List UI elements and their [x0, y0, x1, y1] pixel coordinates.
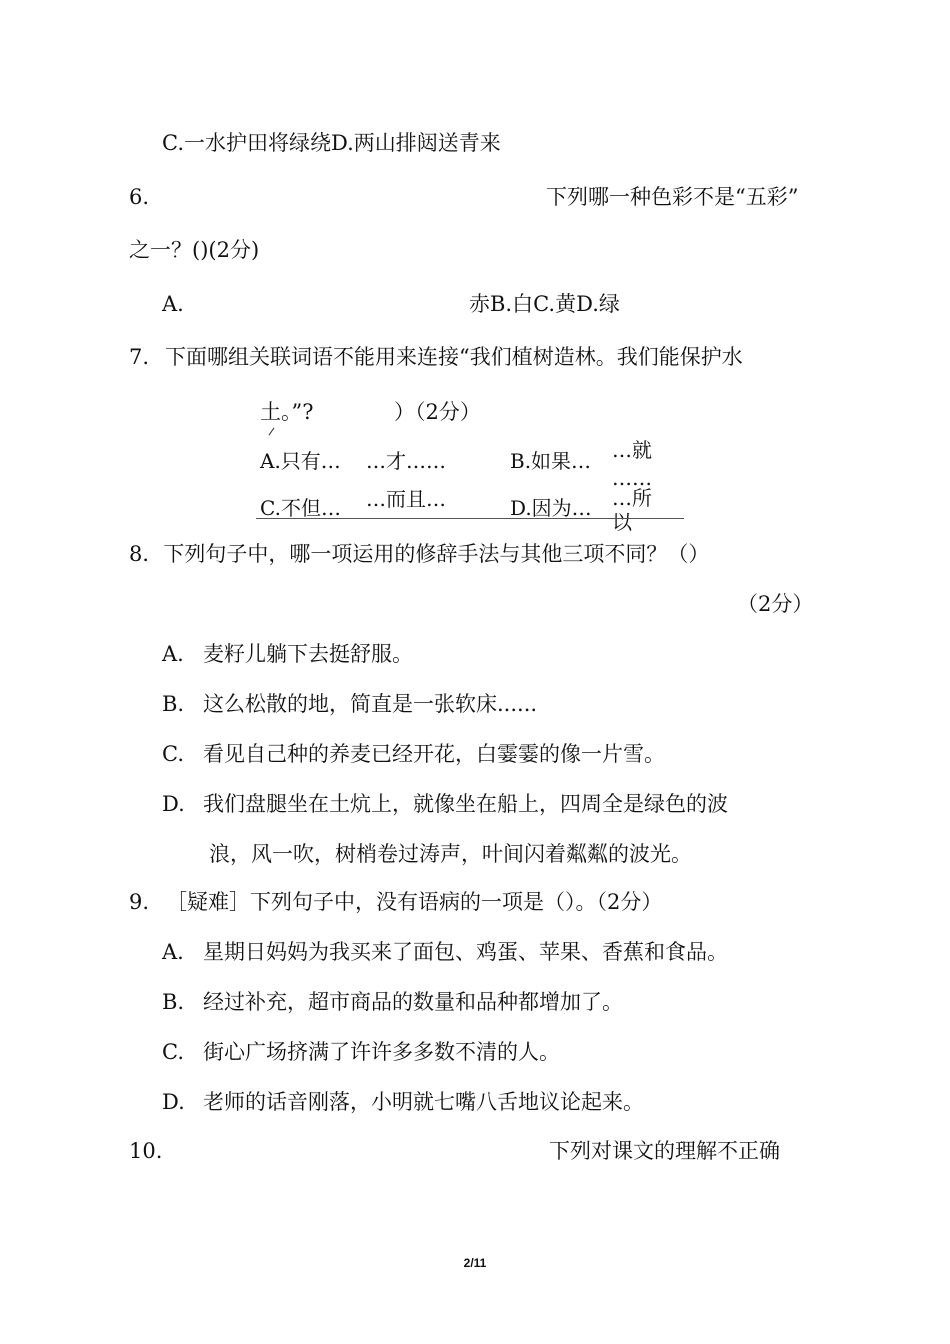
- question-8-option-c-label: C.: [162, 742, 184, 766]
- question-7-option-d-pair-continued: 以: [612, 510, 632, 534]
- table-rule: [256, 518, 684, 519]
- question-9-option-a: 星期日妈妈为我买来了面包、鸡蛋、苹果、香蕉和食品。: [203, 940, 728, 964]
- question-7-stem: 下面哪组关联词语不能用来连接“我们植树造林。我们能保护水: [165, 345, 743, 369]
- question-6-stem: 下列哪一种色彩不是“五彩”: [546, 185, 799, 209]
- question-7-option-b-pair-continued: ……: [612, 466, 652, 490]
- question-8-option-c: 看见自己种的养麦已经开花，白霎霎的像一片雪。: [203, 742, 665, 766]
- question-9-option-b-label: B.: [162, 990, 185, 1014]
- question-9-option-d-label: D.: [162, 1090, 185, 1114]
- question-6-option-a-label: A.: [162, 292, 184, 316]
- question-8-option-b-label: B.: [162, 692, 185, 716]
- question-9-option-b: 经过补充，超市商品的数量和品种都增加了。: [203, 990, 623, 1014]
- question-9-option-d: 老师的话音刚落，小明就七嘴八舌地议论起来。: [203, 1090, 644, 1114]
- question-6-options: 赤B.白C.黄D.绿: [469, 292, 620, 316]
- question-7-option-d-pair: …所: [612, 486, 652, 510]
- question-7-option-c: C.不但…: [260, 496, 341, 520]
- question-6-stem-continued: 之一？()(2分): [129, 238, 260, 262]
- question-10-number: 10.: [129, 1139, 163, 1163]
- question-5-options-cd: C.一水护田将绿绕D.两山排闼送青来: [162, 131, 501, 155]
- page-number: 2/11: [463, 1256, 487, 1270]
- question-9-option-a-label: A.: [162, 940, 184, 964]
- question-8-option-d-continued: 浪，风一吹，树梢卷过涛声，叶间闪着粼粼的波光。: [209, 842, 692, 866]
- question-8-option-b: 这么松散的地，简直是一张软床......: [203, 692, 538, 716]
- question-8-score: （2分）: [737, 592, 814, 616]
- question-8-stem: 8．下列句子中，哪一项运用的修辞手法与其他三项不同？（）: [129, 542, 710, 566]
- question-7-option-b: B.如果…: [510, 449, 592, 473]
- question-7-option-b-pair: …就: [612, 438, 652, 462]
- question-6-number: 6.: [129, 185, 150, 209]
- question-7-option-d: D.因为…: [510, 496, 592, 520]
- tick-mark: [269, 428, 275, 436]
- question-8-option-a: 麦籽儿躺下去挺舒服。: [203, 642, 413, 666]
- question-10-stem: 下列对课文的理解不正确: [549, 1139, 780, 1163]
- question-7-option-a: A.只有…: [260, 449, 341, 473]
- question-7-option-a-pair: …才……: [366, 449, 446, 473]
- question-8-option-a-label: A.: [162, 642, 184, 666]
- question-9-stem: ［疑难］下列句子中，没有语病的一项是（）。（2分）: [166, 890, 663, 914]
- question-9-option-c-label: C.: [162, 1040, 184, 1064]
- question-8-option-d-label: D.: [162, 792, 185, 816]
- question-9-option-c: 街心广场挤满了许许多多数不清的人。: [203, 1040, 560, 1064]
- question-7-option-c-pair: …而且…: [366, 487, 446, 511]
- question-9-number: 9.: [129, 890, 150, 914]
- question-7-score: ）（2分）: [394, 400, 481, 424]
- question-8-option-d: 我们盘腿坐在土炕上，就像坐在船上，四周全是绿色的波: [203, 792, 728, 816]
- question-7-stem-continued: 土。”?: [260, 400, 314, 424]
- question-7-number: 7.: [129, 345, 150, 369]
